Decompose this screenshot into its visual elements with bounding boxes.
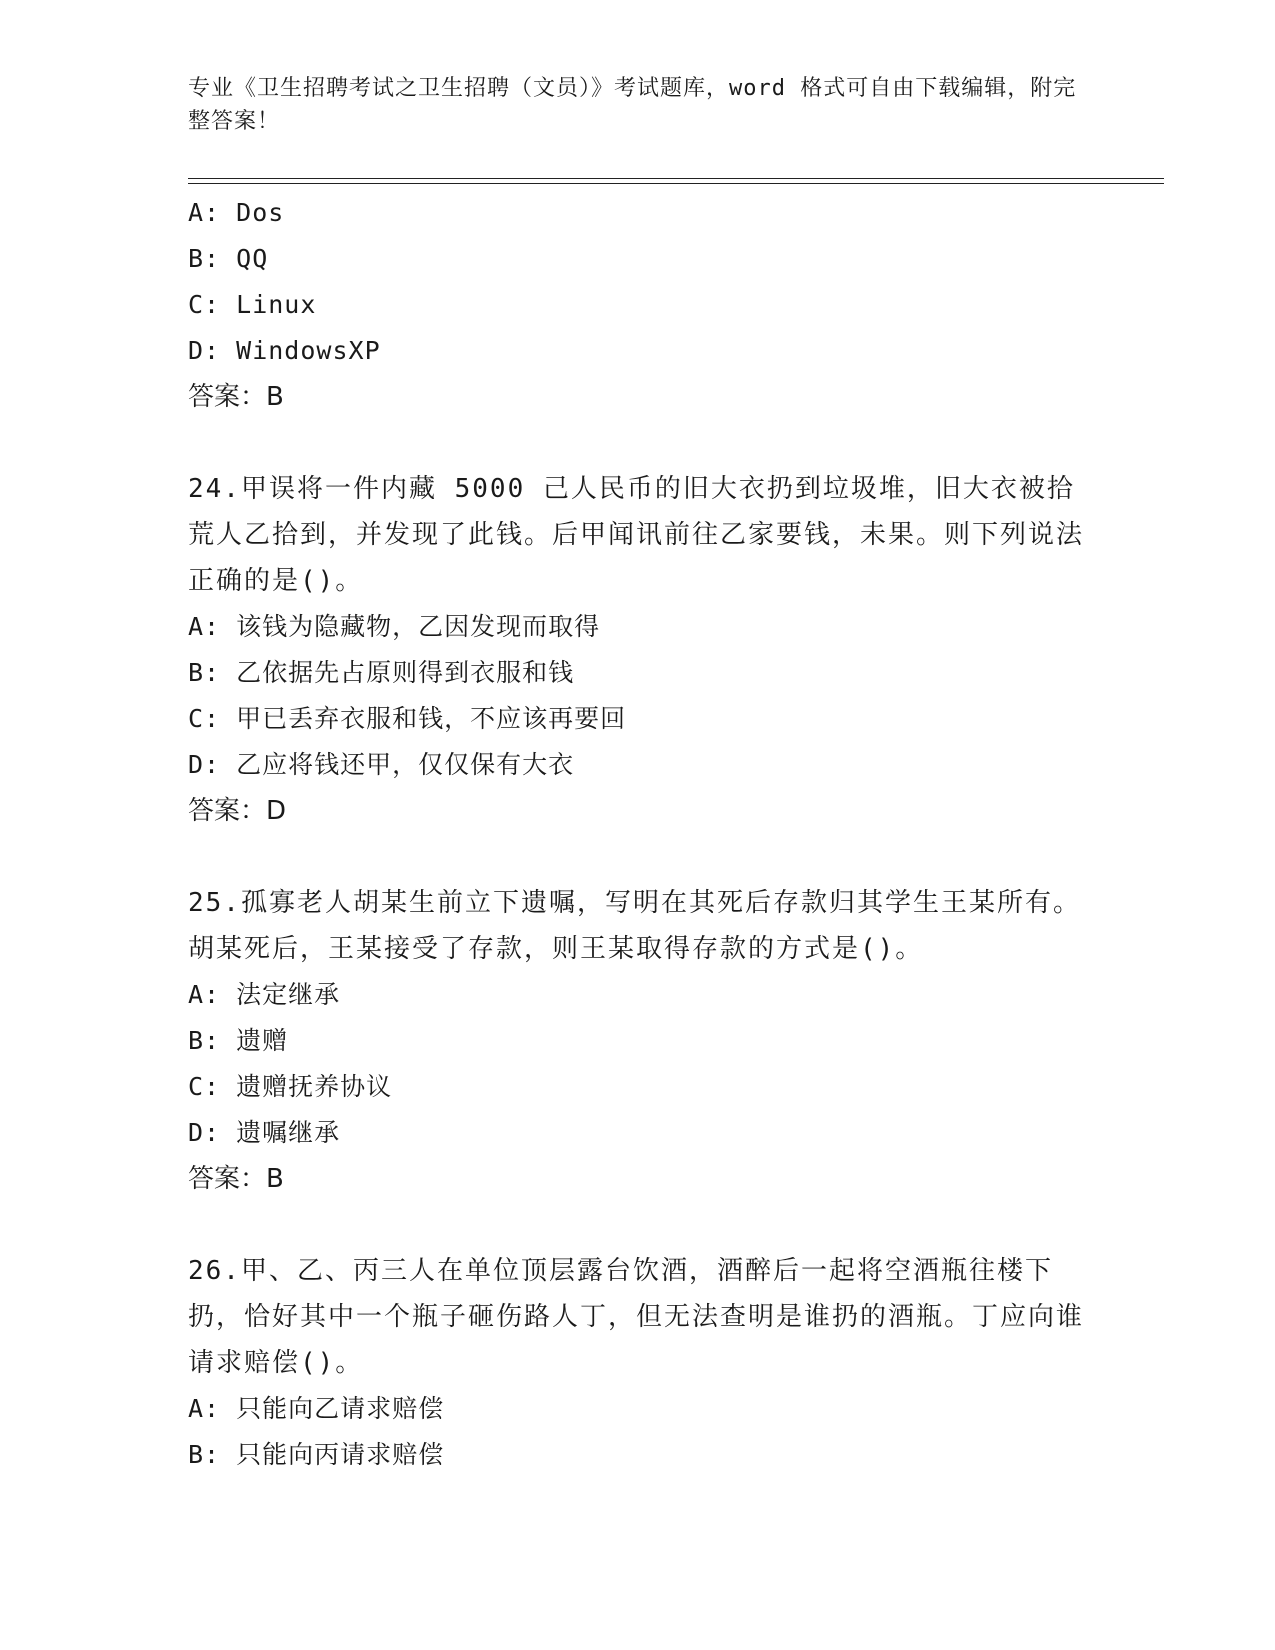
question-stem: 25.孤寡老人胡某生前立下遗嘱，写明在其死后存款归其学生王某所有。胡某死后，王某接受了存款，则王某取得存款的方式是()。 bbox=[188, 888, 1081, 964]
option-a: A: 只能向乙请求赔偿 bbox=[188, 1394, 445, 1423]
question-block-24 bbox=[188, 466, 1088, 834]
option-a: A: 法定继承 bbox=[188, 980, 341, 1009]
header-divider-secondary bbox=[188, 183, 1164, 184]
option-a: A: Dos bbox=[188, 198, 285, 227]
header-divider bbox=[188, 178, 1164, 179]
option-b: B: QQ bbox=[188, 244, 269, 273]
option-b: B: 遗赠 bbox=[188, 1026, 289, 1055]
question-block-26 bbox=[188, 1248, 1088, 1478]
option-b: B: 乙依据先占原则得到衣服和钱 bbox=[188, 658, 575, 687]
answer-line: 答案：B bbox=[188, 382, 284, 412]
question-stem: 26.甲、乙、丙三人在单位顶层露台饮酒，酒醉后一起将空酒瓶往楼下扔，恰好其中一个瓶子砸伤路人丁，但无法查明是谁扔的酒瓶。丁应向谁请求赔偿()。 bbox=[188, 1256, 1085, 1378]
question-block-25 bbox=[188, 880, 1088, 1202]
answer-line: 答案：B bbox=[188, 1164, 284, 1194]
option-d: D: 乙应将钱还甲，仅仅保有大衣 bbox=[188, 750, 575, 779]
option-c: C: 甲已丢弃衣服和钱，不应该再要回 bbox=[188, 704, 627, 733]
option-c: C: Linux bbox=[188, 290, 317, 319]
question-block-continued bbox=[188, 190, 1088, 420]
option-d: D: WindowsXP bbox=[188, 336, 381, 365]
answer-line: 答案：D bbox=[188, 796, 287, 826]
option-a: A: 该钱为隐藏物，乙因发现而取得 bbox=[188, 612, 601, 641]
option-c: C: 遗赠抚养协议 bbox=[188, 1072, 393, 1101]
question-stem: 24.甲误将一件内藏 5000 己人民币的旧大衣扔到垃圾堆，旧大衣被拾荒人乙拾到，并发现了此钱。后甲闻讯前往乙家要钱，未果。则下列说法正确的是()。 bbox=[188, 474, 1085, 596]
option-b: B: 只能向丙请求赔偿 bbox=[188, 1440, 445, 1469]
option-d: D: 遗嘱继承 bbox=[188, 1118, 341, 1147]
question-list bbox=[188, 190, 1088, 1478]
document-header: 专业《卫生招聘考试之卫生招聘（文员）》考试题库，word 格式可自由下载编辑，附完整答案！ bbox=[188, 76, 1077, 134]
